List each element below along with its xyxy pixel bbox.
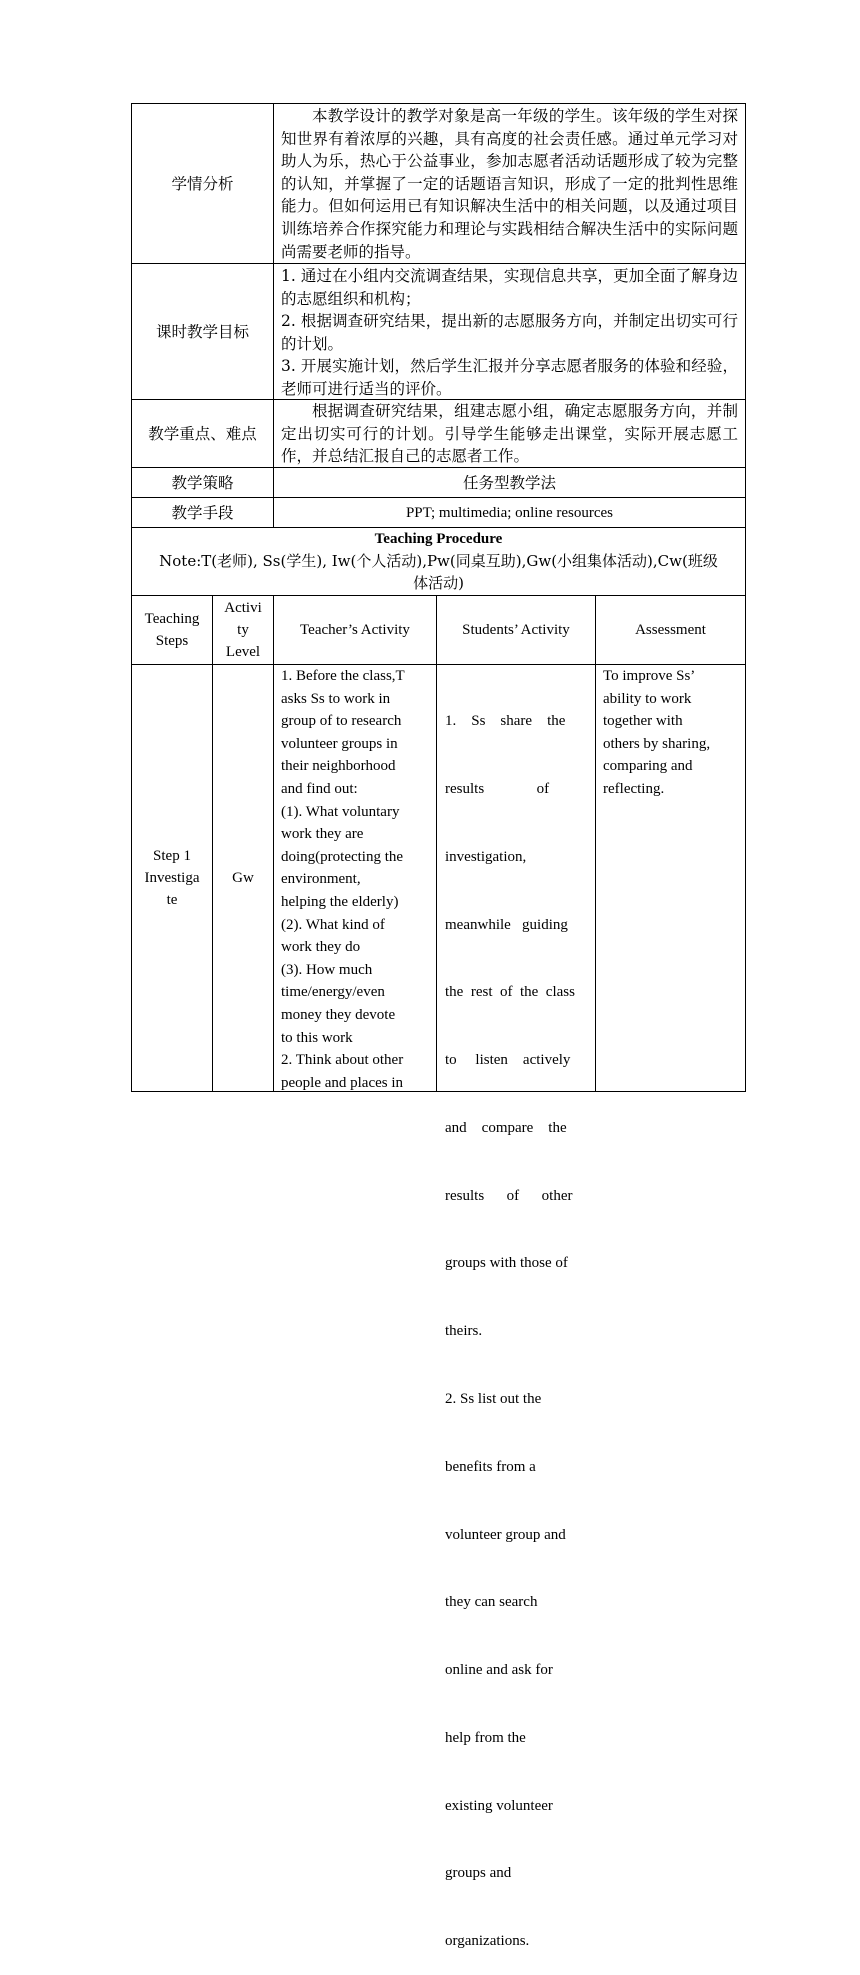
students-activity-line: online and ask for [445,1662,553,1679]
assessment-line: ability to work [603,690,692,707]
step1-level [213,665,273,1091]
students-activity-line: existing volunteer [445,1797,553,1814]
means-label-text: 教学手段 [171,503,234,522]
teacher-activity-line: work they are [281,826,364,843]
assessment-line: together with [603,713,683,730]
step1-assessment [603,665,741,801]
assessment-line: reflecting. [603,780,665,797]
means-label [132,498,273,527]
teacher-activity-line: volunteer groups in [281,735,398,752]
objectives-label [132,264,273,399]
teacher-activity-line: 2. Think about other [281,1052,404,1069]
header-activity-level-line: ty [237,622,249,638]
teacher-activity-line: environment, [281,871,361,888]
procedure-note-line2: 体活动) [413,574,464,592]
teacher-activity-line: their neighborhood [281,758,396,775]
teacher-activity-line: group of to research [281,713,402,730]
objective-item: 1. 通过在小组内交流调查结果，实现信息共享，更加全面了解身边的志愿组织和机构； [281,267,738,308]
column-border [745,103,746,1092]
students-activity-line: to listen actively [445,1052,571,1069]
procedure-note-line1: Note:T(老师), Ss(学生), Iw(个人活动),Pw(同桌互助),Gw(小组集体活动),Cw(班级 [159,552,718,570]
students-activity-line: investigation, [445,848,527,865]
step1-label-line: Investiga [144,870,200,886]
key-points-text [281,400,738,468]
students-activity-line: they can search [445,1594,538,1611]
students-activity-line: groups with those of [445,1255,568,1272]
row-border [131,1091,746,1092]
step1-label [132,665,212,1091]
objective-item: 2. 根据调查研究结果，提出新的志愿服务方向，并制定出切实可行的计划。 [281,312,738,353]
student-analysis-text [281,105,738,263]
column-border [595,595,596,1092]
step1-students-activity [445,665,590,1975]
objectives-text [281,265,738,401]
header-assessment-text: Assessment [635,622,706,638]
header-activity-level [213,596,273,664]
procedure-title: Teaching Procedure [374,531,503,547]
step1-level-text: Gw [232,870,254,886]
students-activity-line: benefits from a [445,1458,536,1475]
teacher-activity-line: to this work [281,1029,353,1046]
students-activity-line: meanwhile guiding [445,916,568,933]
teacher-activity-line: (3). How much [281,961,373,978]
students-activity-line: theirs. [445,1323,483,1340]
header-teaching-steps-line: Teaching [144,611,200,627]
student-analysis-paragraph: 本教学设计的教学对象是高一年级的学生。该年级的学生对探知世界有着浓厚的兴趣，具有高度的社会责任感。通过单元学习对助人为乐，热心于公益事业，参加志愿者活动话题形成了较为完整的认知，并掌握了一定的话题语言知识，形成了一定的批判性思维能力。但如何运用已有知识解决生活中的相关问题，以及通过项目训练培养合作探究能力和理论与实践相结合解决生活中的实际问题尚需要老师的指导。 [281,107,738,261]
strategy-label-text: 教学策略 [171,473,234,492]
teacher-activity-line: 1. Before the class,T [281,668,405,684]
step1-label-line: te [166,892,178,908]
header-activity-level-line: Level [225,644,261,660]
step1-label-line: Step 1 [153,848,191,864]
teacher-activity-line: doing(protecting the [281,848,404,865]
strategy-label [132,468,273,497]
header-teacher-activity-text: Teacher’s Activity [300,622,410,638]
students-activity-line: 2. Ss list out the [445,1391,542,1407]
column-border [273,595,274,1092]
means-value-text: PPT; multimedia; online resources [405,504,614,521]
teacher-activity-line: (2). What kind of [281,916,385,933]
header-teacher-activity [274,596,436,664]
column-border [273,103,274,528]
student-analysis-label-text: 学情分析 [171,174,234,193]
header-teaching-steps [132,596,212,664]
teacher-activity-line: helping the elderly) [281,893,399,910]
teacher-activity-line: time/energy/even [281,984,385,1001]
teacher-activity-line: money they devote [281,1006,396,1023]
header-students-activity [437,596,595,664]
objectives-label-text: 课时教学目标 [155,322,249,341]
objective-item: 3. 开展实施计划，然后学生汇报并分享志愿者服务的体验和经验，老师可进行适当的评价。 [281,357,738,398]
teacher-activity-line: people and places in [281,1074,404,1091]
students-activity-line: organizations. [445,1933,530,1950]
students-activity-line: and compare the [445,1119,567,1136]
teacher-activity-line: and find out: [281,780,358,797]
header-assessment [596,596,745,664]
procedure-heading [132,528,745,594]
students-activity-line: the rest of the class [445,984,575,1001]
assessment-line: comparing and [603,758,693,775]
assessment-line: others by sharing, [603,735,711,752]
students-activity-line: volunteer group and [445,1526,566,1543]
step1-teacher-activity [281,665,431,1094]
assessment-line: To improve Ss’ [603,668,696,684]
column-border [436,595,437,1092]
students-activity-line: help from the [445,1729,526,1746]
student-analysis-label [132,104,273,263]
teacher-activity-line: asks Ss to work in [281,690,391,707]
students-activity-line: results of [445,780,550,797]
key-points-paragraph: 根据调查研究结果，组建志愿小组，确定志愿服务方向，并制定出切实可行的计划。引导学生能够走出课堂，实际开展志愿工作，并总结汇报自己的志愿者工作。 [281,402,738,466]
header-students-activity-text: Students’ Activity [462,622,570,638]
students-activity-line: results of other [445,1187,573,1204]
key-points-label [132,400,273,467]
key-points-label-text: 教学重点、难点 [148,424,257,443]
teacher-activity-line: work they do [281,939,361,956]
header-teaching-steps-line: Steps [155,633,189,649]
teacher-activity-line: (1). What voluntary [281,803,400,820]
strategy-value [274,468,745,497]
means-value [274,498,745,527]
students-activity-line: groups and [445,1865,512,1882]
strategy-value-text: 任务型教学法 [462,473,556,492]
students-activity-line: 1. Ss share the [445,713,566,730]
header-activity-level-line: Activi [224,600,262,616]
